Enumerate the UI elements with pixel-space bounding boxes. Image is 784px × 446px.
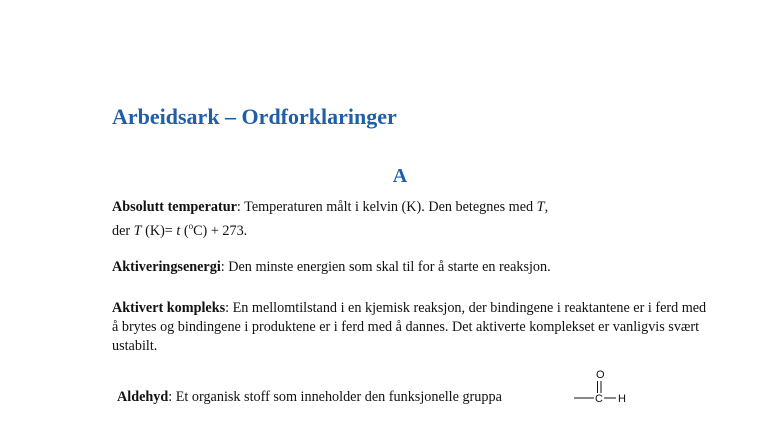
formula-t-symbol: t [176, 223, 181, 239]
entry-term: Aktiveringsenergi [112, 259, 221, 275]
entry-term: Aldehyd [117, 389, 169, 405]
glossary-entry-aldehyde [117, 388, 637, 407]
section-letter-heading: A [392, 165, 408, 187]
formula-prefix: der [112, 223, 134, 239]
cropped-next-entry-text [112, 432, 532, 446]
oxygen-atom-label: O [596, 369, 605, 381]
degree-sign: o [188, 221, 194, 231]
formula-kelvin: (K)= [141, 223, 177, 239]
entry-term: Aktivert kompleks [112, 300, 226, 316]
entry-punctuation: , [544, 199, 549, 215]
formula-celsius-offset: C) + 273. [193, 223, 248, 239]
glossary-entry-absolute-temperature [112, 198, 712, 241]
entry-definition: : Temperaturen målt i kelvin (K). Den betegnes med [236, 199, 537, 215]
carbon-atom-label: C [595, 393, 603, 405]
page-title: Arbeidsark – Ordforklaringer [112, 104, 397, 129]
glossary-entry-activated-complex [112, 299, 712, 356]
entry-definition: : Et organisk stoff som inneholder den funksjonelle gruppa [168, 389, 502, 405]
entry-definition: : Den minste energien som skal til for å starte en reaksjon. [220, 259, 551, 275]
temperature-formula [112, 223, 247, 239]
symbol-T: T [536, 199, 545, 215]
entry-definition: : En mellomtilstand i en kjemisk reaksjon, der bindingene i reaktantene er i ferd med å brytes og bindingene i produktene er i ferd med å dannes. Det aktiverte komplekset er vanligvis svært ustabilt. [112, 300, 707, 354]
entry-term: Absolutt temperatur [112, 199, 237, 215]
formula-open-paren: ( [180, 223, 189, 239]
hydrogen-atom-label: H [618, 393, 626, 405]
aldehyde-functional-group-structure [570, 366, 640, 406]
formula-T-symbol: T [133, 223, 142, 239]
glossary-entry-activation-energy [112, 258, 712, 277]
